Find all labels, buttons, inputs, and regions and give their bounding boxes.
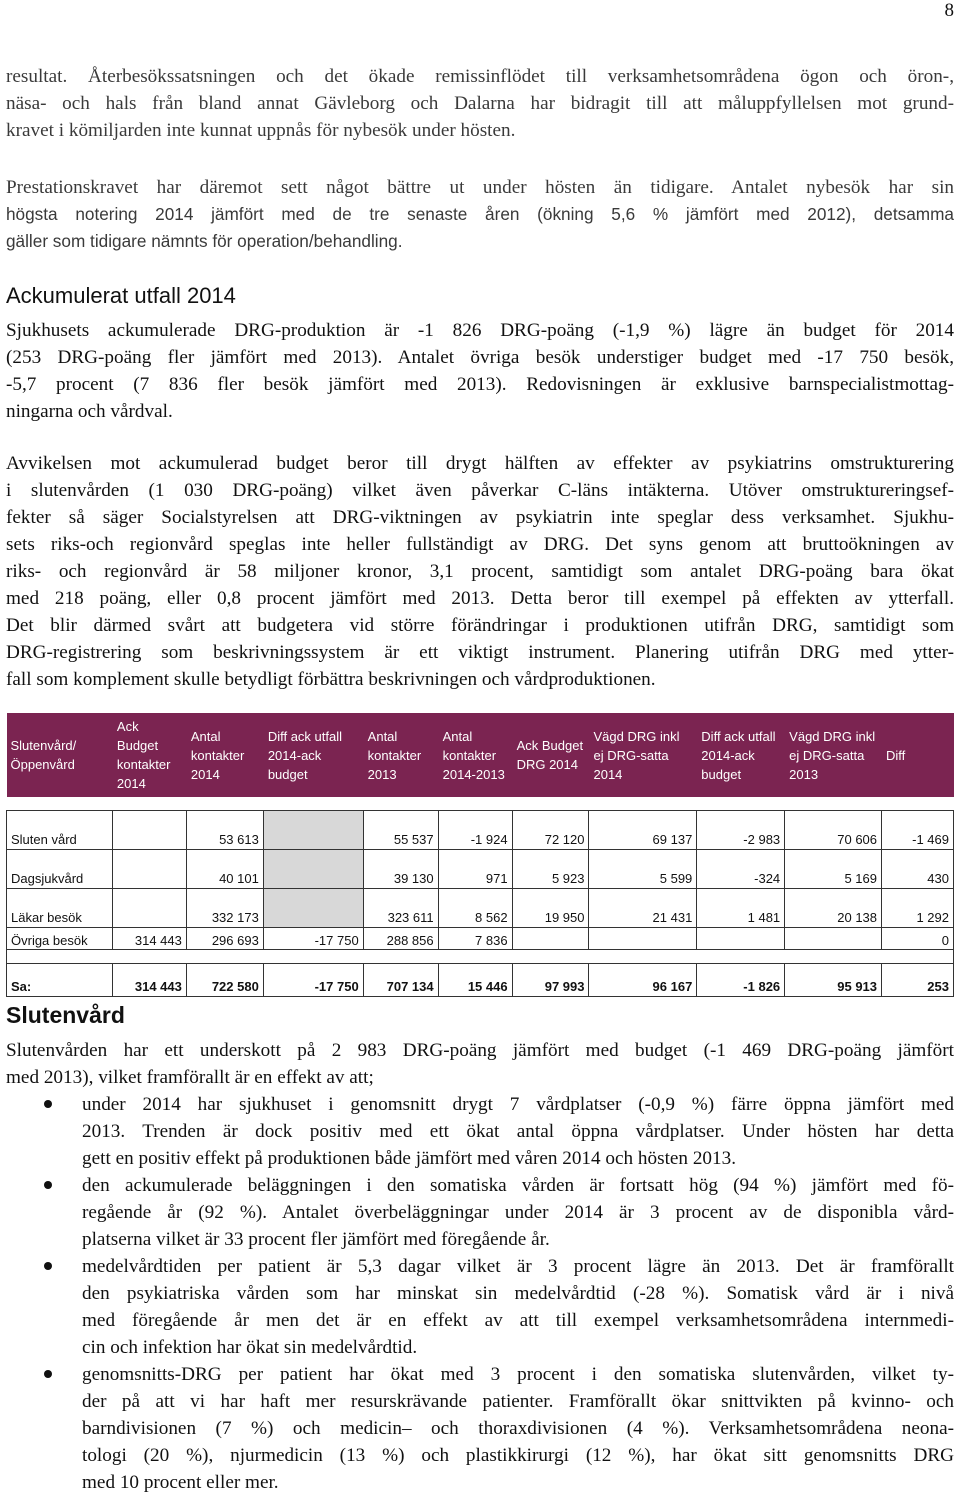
table-cell: 55 537 [363, 811, 438, 850]
table-row [7, 889, 954, 928]
table-cell: 971 [438, 850, 512, 889]
avvikelse-line: i slutenvården (1 030 DRG-poäng) vilket även påverkar C-läns intäkterna. Utöver omstruktureringsef- [6, 480, 954, 501]
prestation-line: högsta notering 2014 jämfört med de tre senaste åren (ökning 5,6 % jämfört med 2012), detsamma [6, 204, 954, 224]
heading-ackumulerat: Ackumulerat utfall 2014 [6, 283, 236, 308]
avvikelse-line: sets riks-och regionvård speglas inte heller fullständigt av DRG. Det syns genom att bruttoökningen av [6, 534, 954, 555]
table-cell: 8 562 [438, 889, 512, 928]
table-cell: Övriga besök [7, 928, 113, 950]
ackumulerat-paragraph [6, 317, 954, 425]
table-header-cell: Antal kontakter 2014-2013 [438, 713, 512, 797]
table-header-cell: Antal kontakter 2013 [363, 713, 438, 797]
ackumulerat-line: ningarna och vårdval. [6, 401, 173, 422]
table-cell: 69 137 [589, 811, 697, 850]
table-cell: 707 134 [363, 964, 438, 997]
table-cell: 314 443 [112, 928, 186, 950]
list-item [6, 1172, 954, 1253]
table-cell: 5 923 [512, 850, 589, 889]
table-cell: Sa: [7, 964, 113, 997]
table-cell: 1 292 [882, 889, 954, 928]
bullet-line: den ackumulerade beläggningen i den somatiska vården är fortsatt hög (94 %) jämfört med fö- [82, 1175, 954, 1196]
table-cell: Sluten vård [7, 811, 113, 850]
table-cell: 40 101 [186, 850, 263, 889]
table-cell: Läkar besök [7, 889, 113, 928]
bullet-line: genomsnitts-DRG per patient har ökat med 3 procent i den somatiska slutenvården, vilket ty- [82, 1364, 954, 1385]
table-header-cell: Diff ack utfall 2014-ack budget [697, 713, 785, 797]
table-cell [112, 811, 186, 850]
page-number: 8 [944, 0, 954, 21]
bullet-line: den psykiatriska vården som har minskat sin medelvårdtid (-28 %). Somatisk vård är i nivå [82, 1283, 954, 1304]
table-cell [263, 889, 363, 928]
table-cell: 7 836 [438, 928, 512, 950]
table-header-cell: Ack Budget DRG 2014 [512, 713, 589, 797]
table-sum-row [7, 964, 954, 997]
table-cell: 314 443 [112, 964, 186, 997]
table-cell: 39 130 [363, 850, 438, 889]
table-cell: 70 606 [785, 811, 882, 850]
table-cell: 1 481 [697, 889, 785, 928]
table-cell: 323 611 [363, 889, 438, 928]
heading-slutenvard: Slutenvård [6, 1002, 125, 1028]
intro-paragraph [6, 63, 954, 144]
table-cell: 0 [882, 928, 954, 950]
bullet-line: der på att vi har haft mer resurskrävande patienter. Framförallt ökar snittvikten på kvinno- och [82, 1391, 954, 1412]
avvikelse-line: riks- och regionvård är 58 miljoner kronor, 3,1 procent, samtidigt som antalet DRG-poäng bara ökat [6, 561, 954, 582]
prestation-line: Prestationskravet har däremot sett något bättre ut under hösten än tidigare. Antalet nybesök har sin [6, 177, 954, 198]
table-spacer [7, 950, 954, 964]
slutenvard-paragraph [6, 1037, 954, 1091]
table-header-cell: Ack Budget kontakter 2014 [112, 713, 186, 797]
prestation-paragraph [6, 174, 954, 255]
bullet-icon [44, 1262, 52, 1270]
bullet-icon [44, 1100, 52, 1108]
production-table [6, 713, 954, 997]
table-row [7, 850, 954, 889]
table-cell [589, 928, 697, 950]
prestation-line: gäller som tidigare nämnts för operation/behandling. [6, 231, 403, 251]
table-spacer [7, 797, 954, 811]
table-cell: 97 993 [512, 964, 589, 997]
avvikelse-line: fall som komplement skulle betydligt förbättra beskrivningen och vårdproduktionen. [6, 669, 656, 690]
table-header-cell: Antal kontakter 2014 [186, 713, 263, 797]
bullet-icon [44, 1370, 52, 1378]
table-cell [263, 811, 363, 850]
table-row [7, 811, 954, 850]
table-header-cell: Diff [882, 713, 954, 797]
table-cell: -1 924 [438, 811, 512, 850]
table-cell: Dagsjukvård [7, 850, 113, 889]
table-cell: 53 613 [186, 811, 263, 850]
bullet-line: 2013. Trenden är dock positiv med ett ökat antal öppna vårdplatser. Under hösten har detta [82, 1121, 954, 1142]
table-cell [785, 928, 882, 950]
table-cell [263, 850, 363, 889]
table-cell [112, 850, 186, 889]
table-cell: 288 856 [363, 928, 438, 950]
slutenvard-line: med 2013), vilket framförallt är en effekt av att; [6, 1067, 374, 1088]
avvikelse-line: med 218 poäng, eller 0,8 procent jämfört med 2013. Detta beror till exempel på effekten av ytterfall. [6, 588, 954, 609]
table-cell: -1 826 [697, 964, 785, 997]
table-cell: 19 950 [512, 889, 589, 928]
bullet-line: barndivisionen (7 %) och medicin– och thoraxdivisionen (4 %). Verksamhetsområdena neona- [82, 1418, 954, 1439]
ackumulerat-line: (253 DRG-poäng fler jämfört med 2013). Antalet övriga besök understiger budget med -17 750 besök, [6, 347, 954, 368]
bullet-line: med 10 procent eller mer. [82, 1472, 279, 1493]
bullet-icon [44, 1181, 52, 1189]
bullet-line: cin och infektion har ökat sin medelvårdtid. [82, 1337, 418, 1358]
ackumulerat-line: -5,7 procent (7 836 fler besök jämfört med 2013). Redovisningen är exklusive barnspecialistmottag- [6, 374, 954, 395]
table-cell: 96 167 [589, 964, 697, 997]
table-cell [697, 928, 785, 950]
table-cell: 722 580 [186, 964, 263, 997]
avvikelse-line: fekter så säger Socialstyrelsen att DRG-viktningen av psykiatrin inte speglar dess verksamhet. Sjukhu- [6, 507, 954, 528]
ackumulerat-line: Sjukhusets ackumulerade DRG-produktion är -1 826 DRG-poäng (-1,9 %) lägre än budget för 2014 [6, 320, 954, 341]
table-cell: 296 693 [186, 928, 263, 950]
bullet-line: tologi (20 %), njurmedicin (13 %) och plastikkirurgi (12 %), har ökat sitt genomsnitts DRG [82, 1445, 954, 1466]
table-cell: -1 469 [882, 811, 954, 850]
bullet-line: med föregående år men det är en effekt av att till exempel verksamhetsområdena internmedi- [82, 1310, 954, 1331]
table-cell [512, 928, 589, 950]
table-header-cell: Vägd DRG inkl ej DRG-satta 2014 [589, 713, 697, 797]
table-header-cell: Slutenvård/ Öppenvård [7, 713, 113, 797]
table-cell: 21 431 [589, 889, 697, 928]
table-cell: -17 750 [263, 928, 363, 950]
table-cell: -324 [697, 850, 785, 889]
bullet-line: gett en positiv effekt på produktionen både jämfört med våren 2014 och hösten 2013. [82, 1148, 736, 1169]
slutenvard-line: Slutenvården har ett underskott på 2 983 DRG-poäng jämfört med budget (-1 469 DRG-poäng jämfört [6, 1040, 954, 1061]
table-cell: -17 750 [263, 964, 363, 997]
slutenvard-bullet-list [6, 1091, 954, 1496]
list-item [6, 1091, 954, 1172]
bullet-line: medelvårdtiden per patient är 5,3 dagar vilket är 3 procent lägre än 2013. Det är framförallt [82, 1256, 954, 1277]
table-row [7, 928, 954, 950]
table-cell: 72 120 [512, 811, 589, 850]
table-cell: 15 446 [438, 964, 512, 997]
list-item [6, 1253, 954, 1361]
intro-line: kravet i kömiljarden inte kunnat uppnås för nybesök under hösten. [6, 120, 516, 141]
intro-line: näsa- och hals från bland annat Gävleborg och Dalarna har bidragit till att måluppfyllelsen mot grund- [6, 93, 954, 114]
avvikelse-line: DRG-registrering som beskrivningssystem är ett viktigt instrument. Planering utifrån DRG med ytter- [6, 642, 954, 663]
avvikelse-line: Det blir därmed svårt att budgetera vid större förändringar i produktionen utifrån DRG, samtidigt som [6, 615, 954, 636]
bullet-line: under 2014 har sjukhuset i genomsnitt drygt 7 vårdplatser (-0,9 %) färre öppna jämfört med [82, 1094, 954, 1115]
table-cell: 5 169 [785, 850, 882, 889]
table-cell: 20 138 [785, 889, 882, 928]
bullet-line: platserna vilket är 33 procent fler jämfört med föregående år. [82, 1229, 550, 1250]
list-item [6, 1361, 954, 1496]
table-cell: 253 [882, 964, 954, 997]
bullet-line: regående år (92 %). Antalet överbeläggningar under 2014 är 3 procent av de disponibla vård- [82, 1202, 954, 1223]
avvikelse-line: Avvikelsen mot ackumulerad budget beror till drygt hälften av effekter av psykiatrins omstrukturering [6, 453, 954, 474]
table-cell: 5 599 [589, 850, 697, 889]
table-cell: 332 173 [186, 889, 263, 928]
table-cell: 95 913 [785, 964, 882, 997]
avvikelse-paragraph [6, 450, 954, 693]
table-cell: 430 [882, 850, 954, 889]
table-cell [112, 889, 186, 928]
table-header-cell: Diff ack utfall 2014-ack budget [263, 713, 363, 797]
intro-line: resultat. Återbesökssatsningen och det ökade remissinflödet till verksamhetsområdena ögon och öron-, [6, 66, 954, 87]
table-cell: -2 983 [697, 811, 785, 850]
table-header-cell: Vägd DRG inkl ej DRG-satta 2013 [785, 713, 882, 797]
table-header-row [7, 713, 954, 797]
